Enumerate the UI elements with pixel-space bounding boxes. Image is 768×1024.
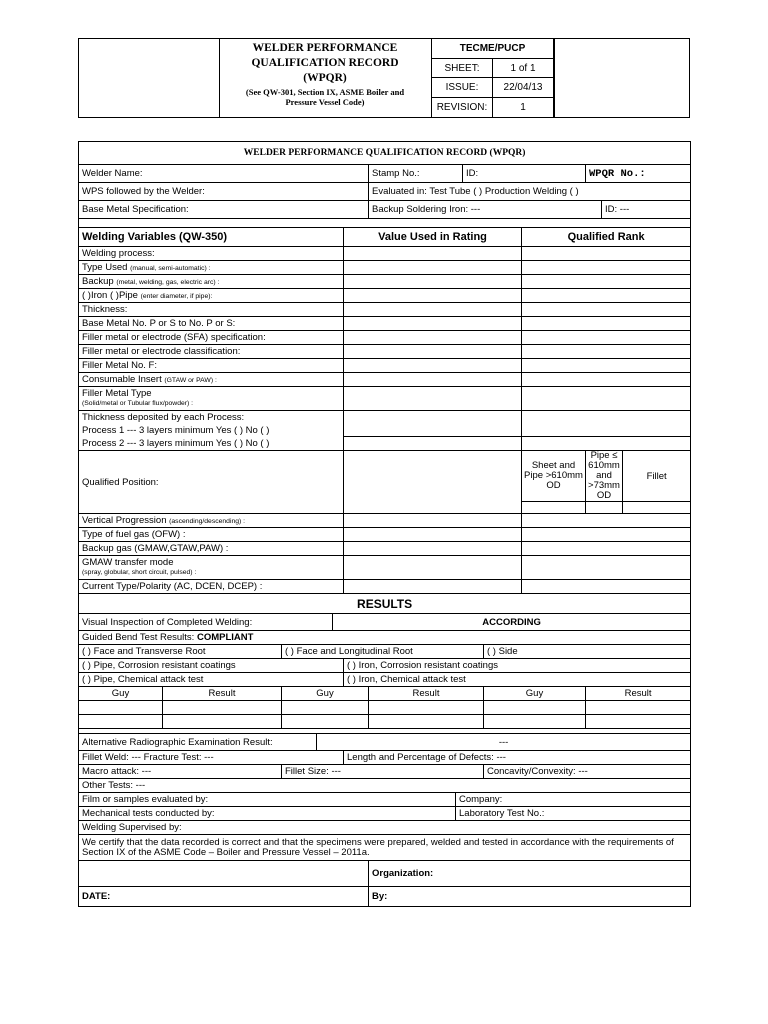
company-code: TECME/PUCP bbox=[432, 39, 554, 58]
variable-value-cell[interactable] bbox=[344, 261, 522, 275]
variable-rank-cell[interactable] bbox=[522, 437, 691, 451]
header-title-block bbox=[219, 39, 431, 117]
fillet-size-field: Fillet Size: --- bbox=[282, 765, 484, 779]
variable-value-cell[interactable] bbox=[344, 387, 522, 411]
variable-value-cell[interactable] bbox=[344, 580, 522, 594]
variable-rank-cell[interactable] bbox=[522, 345, 691, 359]
guy-cell[interactable] bbox=[282, 715, 369, 729]
variable-value-cell[interactable] bbox=[344, 359, 522, 373]
variable-row-label: ( )Iron ( )Pipe (enter diameter, if pipe): bbox=[79, 289, 344, 303]
variable-rank-cell[interactable] bbox=[522, 514, 691, 528]
header-right-blank bbox=[554, 39, 690, 117]
variable-value-cell[interactable] bbox=[344, 317, 522, 331]
guy-cell[interactable] bbox=[484, 701, 586, 715]
fuel-gas-label: Type of fuel gas (OFW) : bbox=[79, 528, 344, 542]
col-header-variables: Welding Variables (QW-350) bbox=[79, 228, 344, 247]
guy-cell[interactable] bbox=[79, 701, 163, 715]
variable-value-cell[interactable] bbox=[344, 247, 522, 261]
signature-area[interactable] bbox=[79, 861, 369, 887]
variable-rank-cell[interactable] bbox=[522, 528, 691, 542]
variable-value-cell[interactable] bbox=[344, 556, 522, 580]
header-subtitle: (See QW-301, Section IX, ASME Boiler and Pressure Vessel Code) bbox=[245, 87, 405, 107]
result-cell[interactable] bbox=[369, 715, 484, 729]
result-cell[interactable] bbox=[586, 715, 691, 729]
current-type-label: Current Type/Polarity (AC, DCEN, DCEP) : bbox=[79, 580, 344, 594]
variable-row-label: Welding process: bbox=[79, 247, 344, 261]
position-sheet-pipe-cell[interactable] bbox=[522, 502, 586, 514]
variable-row-label: Filler metal or electrode (SFA) specification: bbox=[79, 331, 344, 345]
iron-chemical-option[interactable]: ( ) Iron, Chemical attack test bbox=[344, 673, 691, 687]
thickness-deposited-label: Thickness deposited by each Process: bbox=[79, 411, 344, 425]
sheet-label: SHEET: bbox=[432, 58, 493, 78]
id-field[interactable]: ID: bbox=[463, 165, 586, 183]
variable-value-cell[interactable] bbox=[344, 514, 522, 528]
side-option[interactable]: ( ) Side bbox=[484, 645, 691, 659]
qualified-position-value[interactable] bbox=[344, 451, 522, 514]
fillet-weld-field: Fillet Weld: --- Fracture Test: --- bbox=[79, 751, 344, 765]
guided-bend-row: Guided Bend Test Results: COMPLIANT bbox=[79, 631, 691, 645]
stamp-no-field[interactable]: Stamp No.: bbox=[369, 165, 463, 183]
result-header-1: Result bbox=[163, 687, 282, 701]
process-2-label: Process 2 --- 3 layers minimum Yes ( ) No ( ) bbox=[79, 437, 344, 451]
position-fillet-header: Fillet bbox=[623, 451, 691, 502]
header-title-line-2: QUALIFICATION RECORD bbox=[251, 57, 399, 69]
qualified-position-label: Qualified Position: bbox=[79, 451, 344, 514]
pipe-chemical-option[interactable]: ( ) Pipe, Chemical attack test bbox=[79, 673, 344, 687]
variable-value-cell[interactable] bbox=[344, 411, 522, 437]
variable-rank-cell[interactable] bbox=[522, 275, 691, 289]
pipe-corrosion-option[interactable]: ( ) Pipe, Corrosion resistant coatings bbox=[79, 659, 344, 673]
concavity-field: Concavity/Convexity: --- bbox=[484, 765, 691, 779]
form-title: WELDER PERFORMANCE QUALIFICATION RECORD (WPQR) bbox=[79, 142, 691, 165]
organization-field[interactable]: Organization: bbox=[369, 861, 691, 887]
guy-header-2: Guy bbox=[282, 687, 369, 701]
header-title-line-3: (WPQR) bbox=[303, 72, 347, 84]
variable-rank-cell[interactable] bbox=[522, 303, 691, 317]
variable-value-cell[interactable] bbox=[344, 331, 522, 345]
variable-value-cell[interactable] bbox=[344, 275, 522, 289]
variable-value-cell[interactable] bbox=[344, 373, 522, 387]
header-title-line-1: WELDER PERFORMANCE bbox=[252, 42, 398, 54]
guy-cell[interactable] bbox=[282, 701, 369, 715]
wpqr-no-field[interactable]: WPQR No.: bbox=[586, 165, 691, 183]
issue-value: 22/04/13 bbox=[493, 78, 554, 98]
variable-rank-cell[interactable] bbox=[522, 580, 691, 594]
revision-value: 1 bbox=[493, 98, 554, 117]
backup-iron-field: Backup Soldering Iron: --- bbox=[369, 201, 602, 219]
variable-rank-cell[interactable] bbox=[522, 247, 691, 261]
col-header-value: Value Used in Rating bbox=[344, 228, 522, 247]
vertical-progression-label: Vertical Progression (ascending/descending) : bbox=[79, 514, 344, 528]
sheet-value: 1 of 1 bbox=[493, 58, 554, 78]
face-longitudinal-option[interactable]: ( ) Face and Longitudinal Root bbox=[282, 645, 484, 659]
revision-label: REVISION: bbox=[432, 98, 493, 117]
guy-header-1: Guy bbox=[79, 687, 163, 701]
gmaw-transfer-label: GMAW transfer mode (spray, globular, short circuit, pulsed) : bbox=[79, 556, 344, 580]
guy-header-3: Guy bbox=[484, 687, 586, 701]
col-header-rank: Qualified Rank bbox=[522, 228, 691, 247]
result-cell[interactable] bbox=[369, 701, 484, 715]
position-pipe-header: Pipe ≤ 610mm and >73mm OD bbox=[586, 451, 623, 502]
face-transverse-option[interactable]: ( ) Face and Transverse Root bbox=[79, 645, 282, 659]
length-defects-field: Length and Percentage of Defects: --- bbox=[344, 751, 691, 765]
guided-bend-result: COMPLIANT bbox=[196, 632, 254, 643]
variable-value-cell[interactable] bbox=[344, 542, 522, 556]
variable-value-cell[interactable] bbox=[344, 303, 522, 317]
date-field[interactable]: DATE: bbox=[79, 887, 369, 907]
guy-cell[interactable] bbox=[79, 715, 163, 729]
variable-rank-cell[interactable] bbox=[522, 359, 691, 373]
variable-rank-cell[interactable] bbox=[522, 411, 691, 437]
result-header-3: Result bbox=[586, 687, 691, 701]
issue-label: ISSUE: bbox=[432, 78, 493, 98]
backup-gas-label: Backup gas (GMAW,GTAW,PAW) : bbox=[79, 542, 344, 556]
welder-name-field[interactable]: Welder Name: bbox=[79, 165, 369, 183]
visual-inspection-label: Visual Inspection of Completed Welding: bbox=[79, 614, 333, 631]
evaluated-in-field[interactable]: Evaluated in: Test Tube ( ) Production Welding ( ) bbox=[369, 183, 691, 201]
other-tests-field: Other Tests: --- bbox=[79, 779, 691, 793]
variable-rank-cell[interactable] bbox=[522, 542, 691, 556]
lab-test-field[interactable]: Laboratory Test No.: bbox=[456, 807, 691, 821]
variable-row-label: Backup (metal, welding, gas, electric arc) : bbox=[79, 275, 344, 289]
variable-rank-cell[interactable] bbox=[522, 261, 691, 275]
variable-rank-cell[interactable] bbox=[522, 373, 691, 387]
variable-value-cell[interactable] bbox=[344, 528, 522, 542]
result-cell[interactable] bbox=[163, 701, 282, 715]
guy-cell[interactable] bbox=[484, 715, 586, 729]
base-metal-spec-field[interactable]: Base Metal Specification: bbox=[79, 201, 369, 219]
certification-statement: We certify that the data recorded is correct and that the specimens were prepared, welded and tested in accordance with the requirements of Section IX of the ASME Code – Boiler and Pressure Vessel – 2011a. bbox=[79, 835, 691, 861]
variable-rank-cell[interactable] bbox=[522, 387, 691, 411]
by-field[interactable]: By: bbox=[369, 887, 691, 907]
visual-inspection-result: ACCORDING bbox=[333, 614, 691, 631]
variable-row-label: Thickness: bbox=[79, 303, 344, 317]
variable-value-cell[interactable] bbox=[344, 437, 522, 451]
wps-followed-field[interactable]: WPS followed by the Welder: bbox=[79, 183, 369, 201]
variable-value-cell[interactable] bbox=[344, 289, 522, 303]
position-sheet-pipe-header: Sheet and Pipe >610mm OD bbox=[522, 451, 586, 502]
company-field[interactable]: Company: bbox=[456, 793, 691, 807]
result-cell[interactable] bbox=[586, 701, 691, 715]
mechanical-tests-field[interactable]: Mechanical tests conducted by: bbox=[79, 807, 456, 821]
variable-rank-cell[interactable] bbox=[522, 556, 691, 580]
welding-supervised-field[interactable]: Welding Supervised by: bbox=[79, 821, 691, 835]
radiographic-value: --- bbox=[317, 734, 691, 751]
result-cell[interactable] bbox=[163, 715, 282, 729]
wpqr-form bbox=[78, 141, 690, 907]
result-header-2: Result bbox=[369, 687, 484, 701]
variable-row-label: Consumable Insert (GTAW or PAW) : bbox=[79, 373, 344, 387]
id-dash-field: ID: --- bbox=[602, 201, 691, 219]
logo-area bbox=[79, 39, 220, 117]
iron-corrosion-option[interactable]: ( ) Iron, Corrosion resistant coatings bbox=[344, 659, 691, 673]
variable-row-label: Filler metal or electrode classification: bbox=[79, 345, 344, 359]
variable-rank-cell[interactable] bbox=[522, 317, 691, 331]
document-control-box bbox=[431, 39, 554, 117]
results-title: RESULTS bbox=[79, 594, 691, 614]
variable-row-label: Base Metal No. P or S to No. P or S: bbox=[79, 317, 344, 331]
process-1-label: Process 1 --- 3 layers minimum Yes ( ) No ( ) bbox=[79, 425, 344, 437]
variable-rank-cell[interactable] bbox=[522, 331, 691, 345]
document-header bbox=[78, 38, 690, 118]
variable-value-cell[interactable] bbox=[344, 345, 522, 359]
header-title bbox=[219, 41, 431, 86]
radiographic-label: Alternative Radiographic Examination Result: bbox=[79, 734, 317, 751]
film-evaluated-field[interactable]: Film or samples evaluated by: bbox=[79, 793, 456, 807]
variable-rank-cell[interactable] bbox=[522, 289, 691, 303]
filler-metal-type-label: Filler Metal Type (Solid/metal or Tubular flux/powder) : bbox=[79, 387, 344, 411]
position-fillet-cell[interactable] bbox=[623, 502, 691, 514]
position-pipe-cell[interactable] bbox=[586, 502, 623, 514]
variable-row-label: Type Used (manual, semi-automatic) : bbox=[79, 261, 344, 275]
variable-row-label: Filler Metal No. F: bbox=[79, 359, 344, 373]
macro-attack-field: Macro attack: --- bbox=[79, 765, 282, 779]
